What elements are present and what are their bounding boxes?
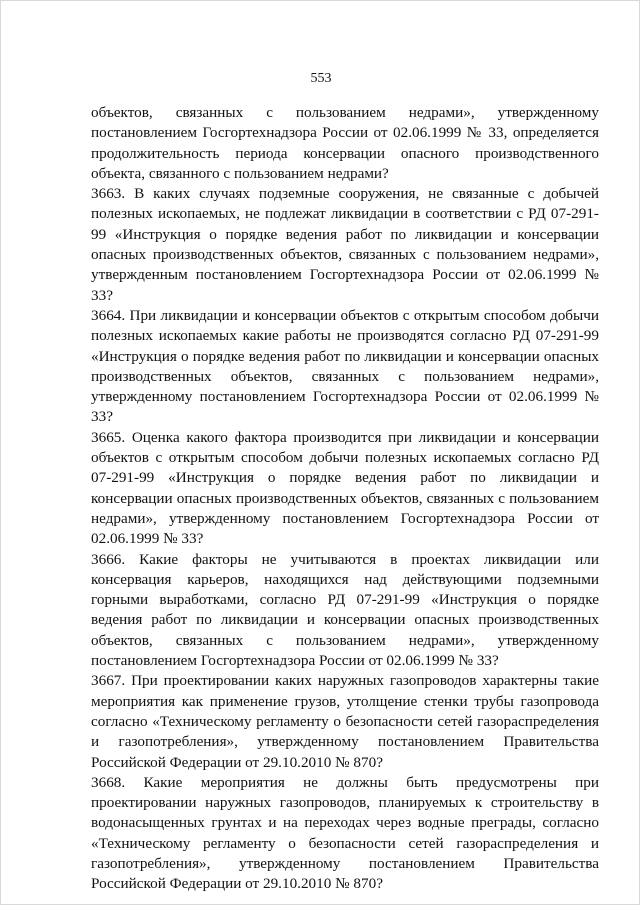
paragraph-continuation: объектов, связанных с пользованием недрами», утвержденному постановлением Госгортехнадзора России от 02.06.1999 № 33, определяется продолжительность периода консервации опасного производственного объекта, связанного с пользованием недрами? — [91, 104, 599, 182]
question-3666: 3666. Какие факторы не учитываются в проектах ликвидации или консервация карьеров, находящихся над действующими подземными горными выработками, согласно РД 07-291-99 «Инструкция о порядке ведения работ по ликвидации и консервации опасных производственных объектов, связанных с пользованием недрами», утвержденному постановлением Госгортехнадзора России от 02.06.1999 № 33? — [91, 550, 599, 670]
question-3668: 3668. Какие мероприятия не должны быть предусмотрены при проектировании наружных газопроводов, планируемых к строительству в водонасыщенных грунтах и на переходах через водные преграды, согласно «Техническому регламенту о безопасности сетей газораспределения и газопотребления», утвержденному постановлением Правительства Российской Федерации от 29.10.2010 № 870? — [91, 773, 599, 893]
page-number: 553 — [310, 71, 332, 86]
question-3663: 3663. В каких случаях подземные сооружения, не связанные с добычей полезных ископаемых, не подлежат ликвидации в соответствии с РД 07-291-99 «Инструкция о порядке ведения работ по ликвидации и консервации опасных производственных объектов, связанных с пользованием недрами», утвержденным постановлением Госгортехнадзора России от 02.06.1999 № 33? — [91, 185, 599, 304]
question-3664: 3664. При ликвидации и консервации объектов с открытым способом добычи полезных ископаемых какие работы не производятся согласно РД 07-291-99 «Инструкция о порядке ведения работ по ликвидации и консервации опасных производственных объектов, связанных с пользованием недрами», утвержденному постановлением Госгортехнадзора России от 02.06.1999 № 33? — [91, 306, 599, 426]
question-3665: 3665. Оценка какого фактора производится при ликвидации и консервации объектов с открытым способом добычи полезных ископаемых согласно РД 07-291-99 «Инструкция о порядке ведения работ по ликвидации и консервации опасных производственных объектов, связанных с пользованием недрами», утвержденному постановлением Госгортехнадзора России от 02.06.1999 № 33? — [91, 428, 599, 548]
document-body — [91, 103, 599, 895]
question-3667: 3667. При проектировании каких наружных газопроводов характерны такие мероприятия как применение грузов, утолщение стенки трубы газопровода согласно «Техническому регламенту о безопасности сетей газораспределения и газопотребления», утвержденному постановлением Правительства Российской Федерации от 29.10.2010 № 870? — [91, 672, 599, 771]
